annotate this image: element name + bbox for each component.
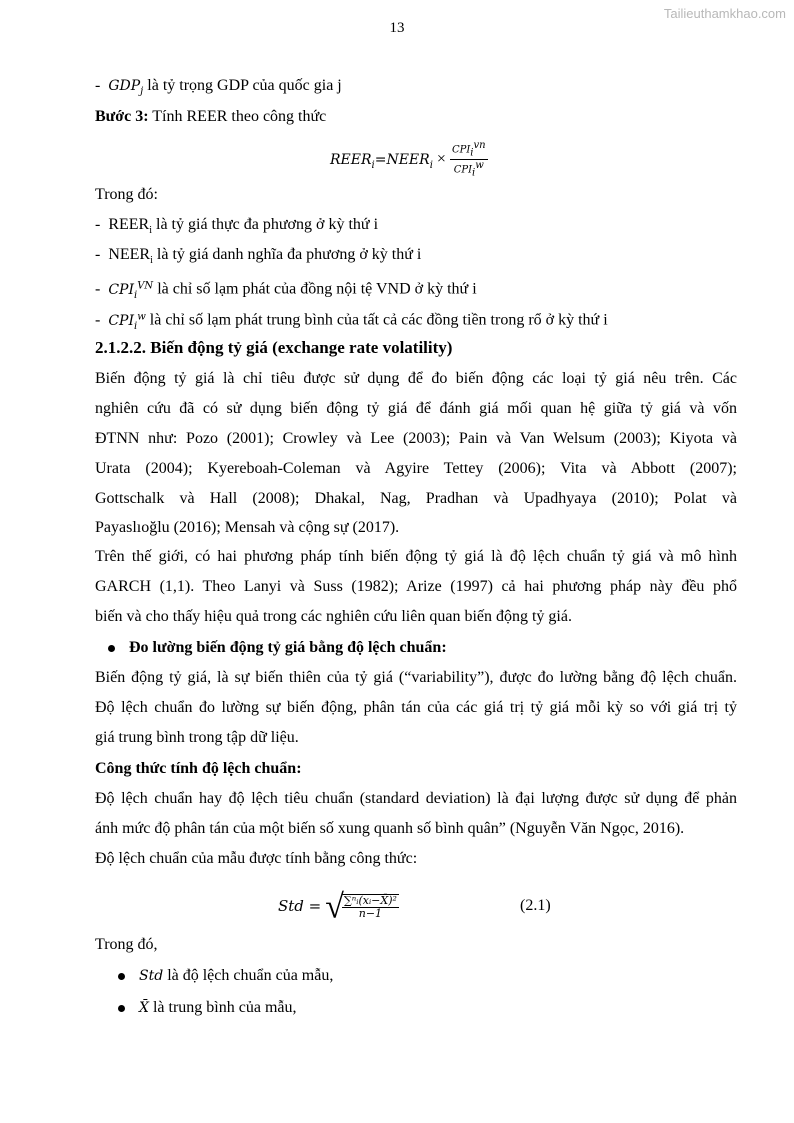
para1-line: Urata (2004); Kyereboah-Coleman và Agyire Tettey (2006); Vita và Abbott (2007);	[95, 460, 737, 477]
def-neer: - $NEER_i$ là tỷ giá danh nghĩa đa phương ở kỳ thứ i	[95, 246, 422, 267]
bullet-item: Std là độ lệch chuẩn của mẫu,	[118, 966, 333, 986]
bullet-item: X̄ là trung bình của mẫu,	[118, 998, 296, 1018]
para1-line: Biến động tỷ giá là chỉ tiêu được sử dụng để đo biến động các loại tỷ giá nêu trên. Các	[95, 370, 737, 387]
para2-line: biến và cho thấy hiệu quả trong các nghiên cứu liên quan biến động tỷ giá.	[95, 608, 572, 625]
sqrt-sign: √	[325, 888, 344, 926]
page-number: 13	[389, 20, 405, 36]
def-cpi-vn: - $CPI_i^{VN}$ là chỉ số lạm phát của đồng nội tệ VND ở kỳ thứ i	[95, 280, 477, 301]
bullet-icon	[118, 973, 125, 980]
watermark: Tailieuthamkhao.com	[663, 6, 786, 21]
para4-line: Độ lệch chuẩn hay độ lệch tiêu chuẩn (standard deviation) là đại lượng được sử dụng để phản	[95, 790, 737, 807]
bold-bullet-item: Đo lường biến động tỷ giá bằng độ lệch chuẩn:	[108, 638, 447, 658]
where-label-2: Trong đó,	[95, 936, 158, 953]
para1-line: nghiên cứu đã có sử dụng biến động tỷ giá để đánh giá mối quan hệ giữa tỷ giá và vốn	[95, 400, 737, 417]
where-label-1: Trong đó:	[95, 186, 158, 203]
section-heading: 2.1.2.2. Biến động tỷ giá (exchange rate volatility)	[95, 338, 453, 357]
para3-line: Biến động tỷ giá, là sự biến thiên của tỷ giá (“variability”), được đo lường bằng độ lệch chuẩn.	[95, 669, 737, 686]
step3-label: Bước 3:	[95, 108, 149, 125]
cpi-ratio: $\frac{CPI_i^{vn}}{CPI_i^w}$	[451, 140, 486, 179]
equation-number: (2.1)	[520, 897, 551, 914]
std-fraction: $\frac{\text{∑ⁿᵢ(xᵢ−X̄)²}}{n-1}$	[343, 894, 397, 921]
para1-line: Gottschalk và Hall (2008); Dhakal, Nag, Pradhan và Upadhyaya (2010); Polat và	[95, 490, 737, 507]
para4-line: ánh mức độ phân tán của một biến số xung quanh số bình quân” (Nguyễn Văn Ngọc, 2016).	[95, 820, 685, 837]
gdp-definition: - $GDP_j$ là tỷ trọng GDP của quốc gia j	[95, 77, 342, 97]
para1-line: Payaslıoğlu (2016); Mensah và cộng sự (2017).	[95, 519, 400, 536]
para1-line: ĐTNN như: Pozo (2001); Crowley và Lee (2003); Pain và Van Welsum (2003); Kiyota và	[95, 430, 737, 447]
para2-line: Trên thế giới, có hai phương pháp tính biến động tỷ giá là độ lệch chuẩn tỷ giá và mô hình	[95, 548, 737, 565]
reer-formula: $REER_i=NEER_i$ × $\frac{CPI_i^{vn}}{CPI_i^w}$	[330, 140, 486, 179]
para3-line: giá trung bình trong tập dữ liệu.	[95, 729, 299, 746]
def-reer: - $REER_i$ là tỷ giá thực đa phương ở kỳ thứ i	[95, 216, 379, 237]
para2-line: GARCH (1,1). Theo Lanyi và Suss (1982); Arize (1997) cả hai phương pháp này đều phổ	[95, 578, 737, 595]
formula-label: Công thức tính độ lệch chuẩn:	[95, 760, 302, 777]
para3-line: Độ lệch chuẩn đo lường sự biến động, phân tán của các giá trị tỷ giá mỗi kỳ so với giá trị tỷ	[95, 699, 737, 716]
para4-line: Độ lệch chuẩn của mẫu được tính bằng công thức:	[95, 850, 418, 867]
step3-line: Bước 3: Tính REER theo công thức	[95, 108, 327, 125]
std-formula: Std = √ $\frac{\text{∑ⁿᵢ(xᵢ−X̄)²}}{n-1}$	[278, 888, 397, 926]
gdp-symbol: $GDP_j$	[108, 78, 144, 97]
bullet-icon	[118, 1005, 125, 1012]
bullet-icon	[108, 645, 115, 652]
def-cpi-w: - $CPI_i^w$ là chỉ số lạm phát trung bình của tất cả các đồng tiền trong rổ ở kỳ thứ i	[95, 311, 608, 332]
